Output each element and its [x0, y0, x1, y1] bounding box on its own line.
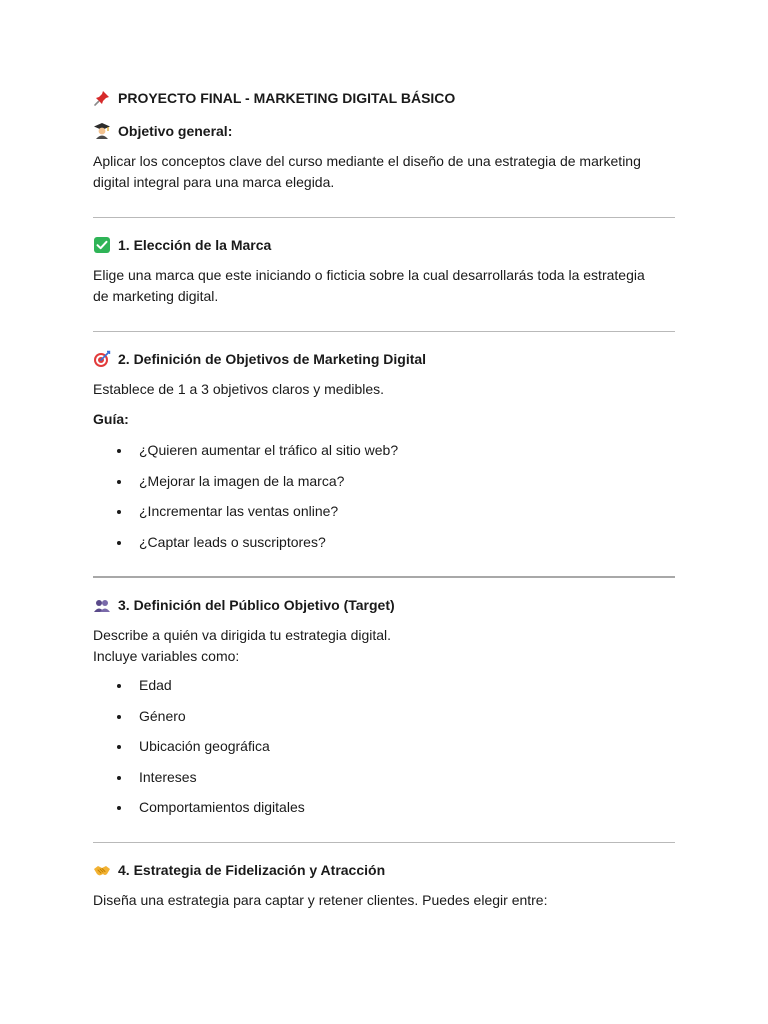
list-item: ¿Mejorar la imagen de la marca?	[93, 471, 653, 502]
list-item: ¿Quieren aumentar el tráfico al sitio web?	[93, 440, 653, 471]
pushpin-icon	[93, 89, 111, 107]
section-2-title: 2. Definición de Objetivos de Marketing Digital	[118, 351, 427, 367]
target-icon	[93, 350, 111, 368]
list-item: Comportamientos digitales	[93, 797, 653, 828]
list-item: Ubicación geográfica	[93, 736, 653, 767]
list-item: ¿Incrementar las ventas online?	[93, 501, 653, 532]
section-3-text-2: Incluye variables como:	[93, 648, 240, 664]
check-mark-icon	[93, 236, 111, 254]
section-4-heading	[93, 860, 385, 880]
list-item: Intereses	[93, 767, 653, 798]
section-3-text: Describe a quién va dirigida tu estrategia digital.	[93, 627, 392, 643]
objective-text: Aplicar los conceptos clave del curso mediante el diseño de una estrategia de marketing digital integral para una marca elegida.	[93, 153, 641, 190]
section-3-title: 3. Definición del Público Objetivo (Target)	[118, 597, 395, 613]
section-1-text: Elige una marca que este iniciando o ficticia sobre la cual desarrollarás toda la estrategia de marketing digital.	[93, 267, 645, 304]
section-2-heading	[93, 349, 426, 369]
objective-heading-text: Objetivo general:	[118, 123, 233, 139]
section-2-guide-label: Guía:	[93, 411, 129, 427]
people-icon	[93, 596, 111, 614]
graduate-icon	[93, 122, 111, 140]
section-2-text: Establece de 1 a 3 objetivos claros y medibles.	[93, 381, 385, 397]
section-4-title: 4. Estrategia de Fidelización y Atracción	[118, 862, 386, 878]
document-title	[93, 88, 455, 108]
divider-2	[93, 331, 675, 332]
section-3-list	[93, 675, 653, 828]
section-1-title: 1. Elección de la Marca	[118, 237, 272, 253]
handshake-icon	[93, 861, 111, 879]
section-1-heading	[93, 235, 271, 255]
list-item: Género	[93, 706, 653, 737]
objective-heading	[93, 121, 232, 141]
title-text: PROYECTO FINAL - MARKETING DIGITAL BÁSICO	[118, 90, 456, 106]
section-4-text: Diseña una estrategia para captar y retener clientes. Puedes elegir entre:	[93, 892, 548, 908]
section-3-heading	[93, 595, 395, 615]
divider-1	[93, 217, 675, 218]
divider-4	[93, 842, 675, 843]
divider-3	[93, 576, 675, 578]
section-2-list	[93, 440, 653, 562]
list-item: Edad	[93, 675, 653, 706]
list-item: ¿Captar leads o suscriptores?	[93, 532, 653, 563]
